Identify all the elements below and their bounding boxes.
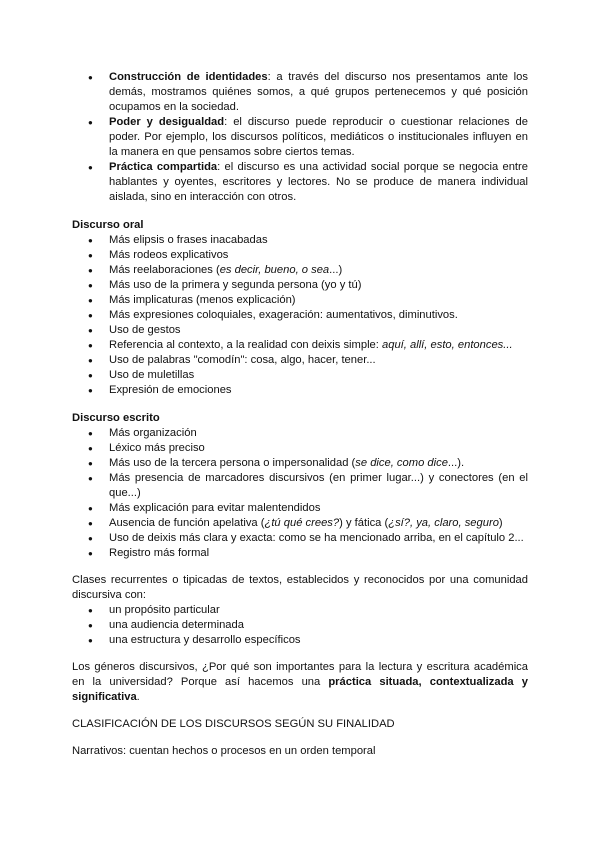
list-item: ● un propósito particular bbox=[72, 603, 528, 618]
list-item: ● Más explicación para evitar malentendidos bbox=[72, 501, 528, 516]
written-heading: Discurso escrito bbox=[72, 412, 160, 424]
list-item: ● Expresión de emociones bbox=[72, 383, 528, 398]
list-item: ● Más presencia de marcadores discursivos (en primer lugar...) y conectores (en el que...) bbox=[72, 471, 528, 501]
list-item: ● Más reelaboraciones (es decir, bueno, o sea...) bbox=[72, 263, 528, 278]
item-term: Poder y desigualdad bbox=[109, 116, 225, 128]
list-item: ● Referencia al contexto, a la realidad con deixis simple: aquí, allí, esto, entonces... bbox=[72, 338, 528, 353]
list-item: ● Ausencia de función apelativa (¿tú qué crees?) y fática (¿sí?, ya, claro, seguro) bbox=[72, 516, 528, 531]
item-text: : el discurso puede reproducir o cuestionar relaciones de poder. Por ejemplo, los discursos políticos, mediáticos o institucionales influyen en la manera en que pensamos sobre ciertos temas. bbox=[109, 116, 529, 158]
list-item bbox=[72, 160, 528, 205]
document-content bbox=[72, 70, 528, 759]
written-list bbox=[72, 426, 528, 561]
list-item: ● Más organización bbox=[72, 426, 528, 441]
list-item: ● Más uso de la primera y segunda persona (yo y tú) bbox=[72, 278, 528, 293]
list-item: ● Más expresiones coloquiales, exageración: aumentativos, diminutivos. bbox=[72, 308, 528, 323]
list-item: ● Más rodeos explicativos bbox=[72, 248, 528, 263]
list-item: ● Más implicaturas (menos explicación) bbox=[72, 293, 528, 308]
list-item: ● Léxico más preciso bbox=[72, 441, 528, 456]
item-term: Práctica compartida bbox=[109, 161, 218, 173]
list-item: ● Más uso de la tercera persona o impersonalidad (se dice, como dice...). bbox=[72, 456, 528, 471]
item-text: : el discurso es una actividad social porque se negocia entre hablantes y oyentes, escritores y lectores. No se produce de manera individual aislada, sino en interacción con otros. bbox=[109, 161, 528, 203]
list-item bbox=[72, 115, 528, 160]
list-item: ● Uso de palabras "comodín": cosa, algo, hacer, tener... bbox=[72, 353, 528, 368]
list-item: ● Registro más formal bbox=[72, 546, 528, 561]
list-item: ● una estructura y desarrollo específicos bbox=[72, 633, 528, 648]
item-text: : a través del discurso nos presentamos ante los demás, mostramos quiénes somos, a qué grupos pertenecemos y qué posición ocupamos en la sociedad. bbox=[109, 71, 528, 113]
genres-list bbox=[72, 603, 528, 648]
item-term: Construcción de identidades bbox=[109, 71, 268, 83]
list-item: ● Uso de deixis más clara y exacta: como se ha mencionado arriba, en el capítulo 2... bbox=[72, 531, 528, 546]
list-item: ● Más elipsis o frases inacabadas bbox=[72, 233, 528, 248]
list-item bbox=[72, 70, 528, 115]
oral-list bbox=[72, 233, 528, 398]
identity-list bbox=[72, 70, 528, 205]
genres-intro: Clases recurrentes o tipicadas de textos, establecidos y reconocidos por una comunidad discursiva con: bbox=[72, 574, 528, 601]
genres-question: Los géneros discursivos, ¿Por qué son importantes para la lectura y escritura académica en la universidad? Porque así hacemos una práctica situada, contextualizada y significativa. bbox=[72, 661, 528, 703]
oral-heading: Discurso oral bbox=[72, 219, 144, 231]
list-item: ● Uso de muletillas bbox=[72, 368, 528, 383]
classification-heading: CLASIFICACIÓN DE LOS DISCURSOS SEGÚN SU FINALIDAD bbox=[72, 718, 395, 730]
list-item: ● Uso de gestos bbox=[72, 323, 528, 338]
list-item: ● una audiencia determinada bbox=[72, 618, 528, 633]
narrative-line: Narrativos: cuentan hechos o procesos en un orden temporal bbox=[72, 745, 376, 757]
